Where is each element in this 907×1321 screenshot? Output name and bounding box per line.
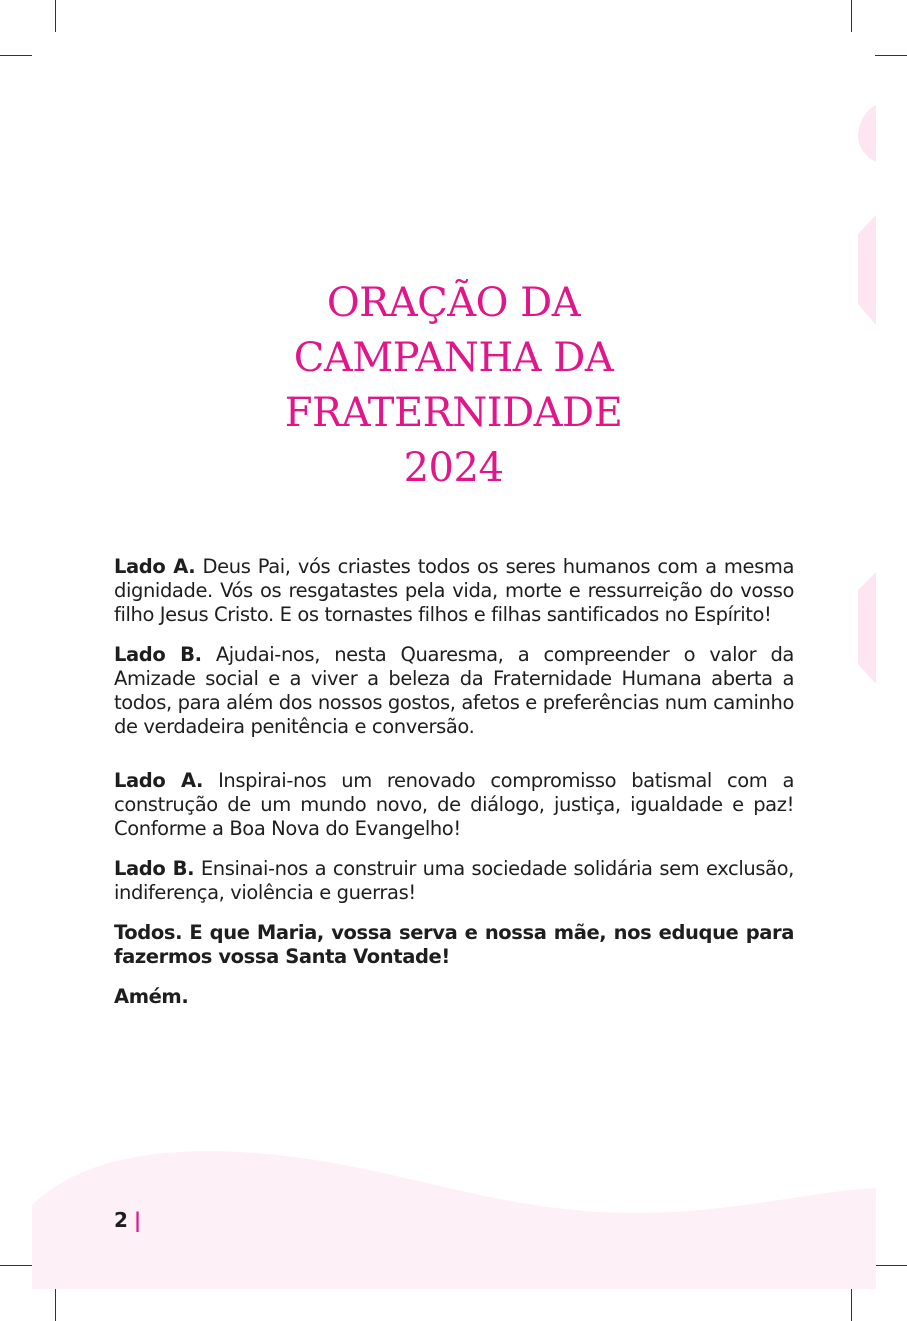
speaker-label: Lado B.	[114, 643, 202, 666]
paragraph-amen: Amém.	[114, 985, 189, 1008]
prayer-body	[114, 555, 794, 1025]
title-line-1: ORAÇÃO DA	[326, 280, 581, 326]
page-title	[0, 276, 907, 496]
decor-tab-lower	[858, 572, 876, 684]
speaker-label: Lado A.	[114, 769, 204, 792]
paragraph-text: Inspirai-nos um renovado compromisso batismal com a construção de um mundo novo, de diálogo, justiça, igualdade e paz! Conforme a Boa Nova do Evangelho!	[114, 769, 794, 840]
paragraph-lado-b-1	[114, 643, 794, 739]
paragraph-todos: Todos. E que Maria, vossa serva e nossa mãe, nos eduque para fazermos vossa Santa Vontade!	[114, 921, 794, 968]
paragraph-text: Ensinai-nos a construir uma sociedade solidária sem exclusão, indiferença, violência e guerras!	[114, 857, 794, 904]
page-number	[114, 1208, 141, 1232]
paragraph-text: Ajudai-nos, nesta Quaresma, a compreender o valor da Amizade social e a viver a beleza da Fraternidade Humana aberta a todos, para além dos nossos gostos, afetos e preferências num caminho de verdadeira penitência e conversão.	[114, 643, 794, 738]
paragraph-text: Deus Pai, vós criastes todos os seres humanos com a mesma dignidade. Vós os resgatastes pela vida, morte e ressurreição do vosso filho Jesus Cristo. E os tornastes filhos e filhas santificados no Espírito!	[114, 555, 794, 626]
paragraph-lado-a-1	[114, 555, 794, 627]
decor-tab-top	[858, 105, 876, 162]
page-number-value: 2	[114, 1208, 128, 1232]
title-line-4: 2024	[403, 445, 504, 491]
title-line-2: CAMPANHA DA	[293, 335, 614, 381]
speaker-label: Lado B.	[114, 857, 195, 880]
title-line-3: FRATERNIDADE	[284, 390, 623, 436]
page-number-separator: |	[133, 1208, 142, 1232]
paragraph-lado-a-2	[114, 769, 794, 841]
speaker-label: Lado A.	[114, 555, 196, 578]
paragraph-lado-b-2	[114, 857, 794, 905]
decor-wave-footer	[32, 1151, 876, 1289]
